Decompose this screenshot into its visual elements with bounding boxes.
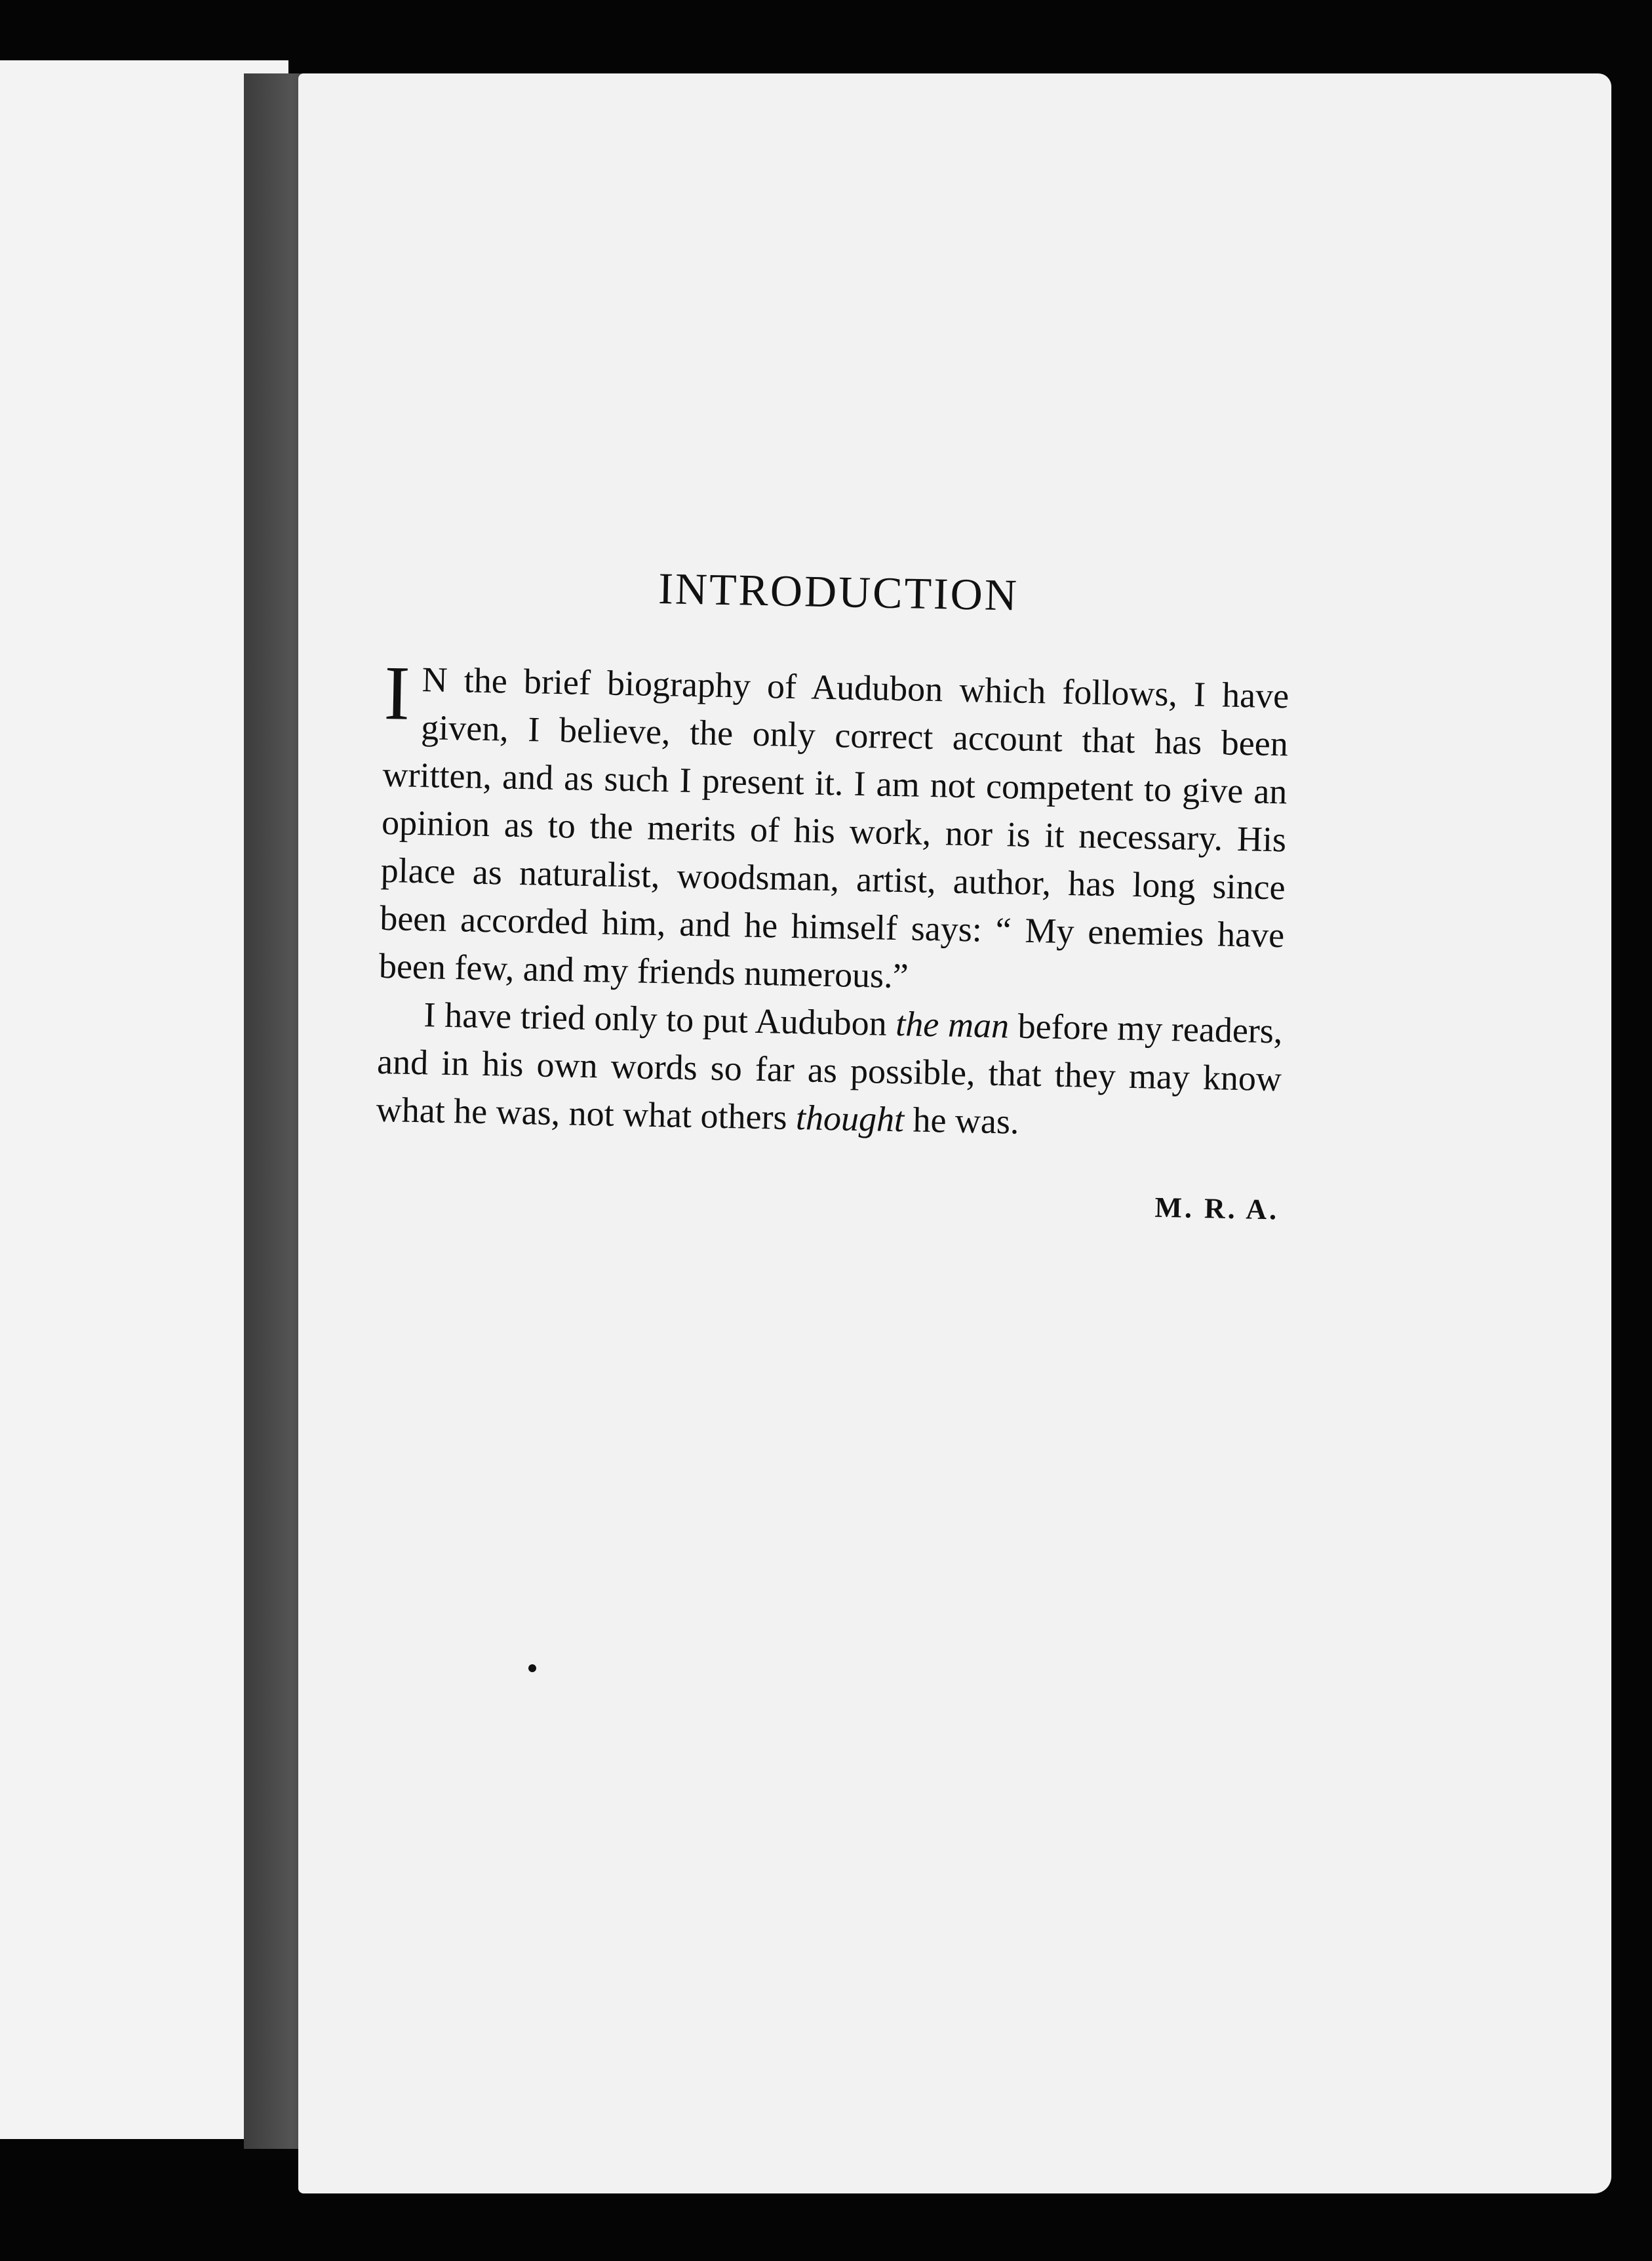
page-title: INTRODUCTION bbox=[658, 563, 1019, 620]
intro-paragraph-2 bbox=[376, 990, 1283, 1151]
intro-paragraph-1 bbox=[378, 649, 1289, 1007]
paragraph-1-text: N the brief biography of Audubon which follows, I have given, I believe, the only correct account that has been written, and as such I present it. I am not competent to give an opinion as to the merits of his work, nor is it necessary. His place as naturalist, woodsman, artist, author, has long since been accorded him, and he himself says: “ My enemies have been few, and my friends numerous.” bbox=[378, 660, 1289, 996]
paragraph-2-middle: before my readers, and in his own words so far as possible, that they may know what he was, not what others bbox=[376, 1006, 1283, 1138]
ink-speck bbox=[528, 1664, 536, 1672]
page-content bbox=[374, 557, 1291, 1226]
author-signature: M. R. A. bbox=[1154, 1191, 1280, 1226]
paragraph-2-after: he was. bbox=[903, 1100, 1020, 1142]
drop-cap: I bbox=[383, 649, 411, 736]
paragraph-2-before: I have tried only to put Audubon bbox=[423, 995, 896, 1044]
paragraph-2-italic-the-man: the man bbox=[895, 1004, 1010, 1046]
paragraph-2-italic-thought: thought bbox=[795, 1098, 905, 1140]
